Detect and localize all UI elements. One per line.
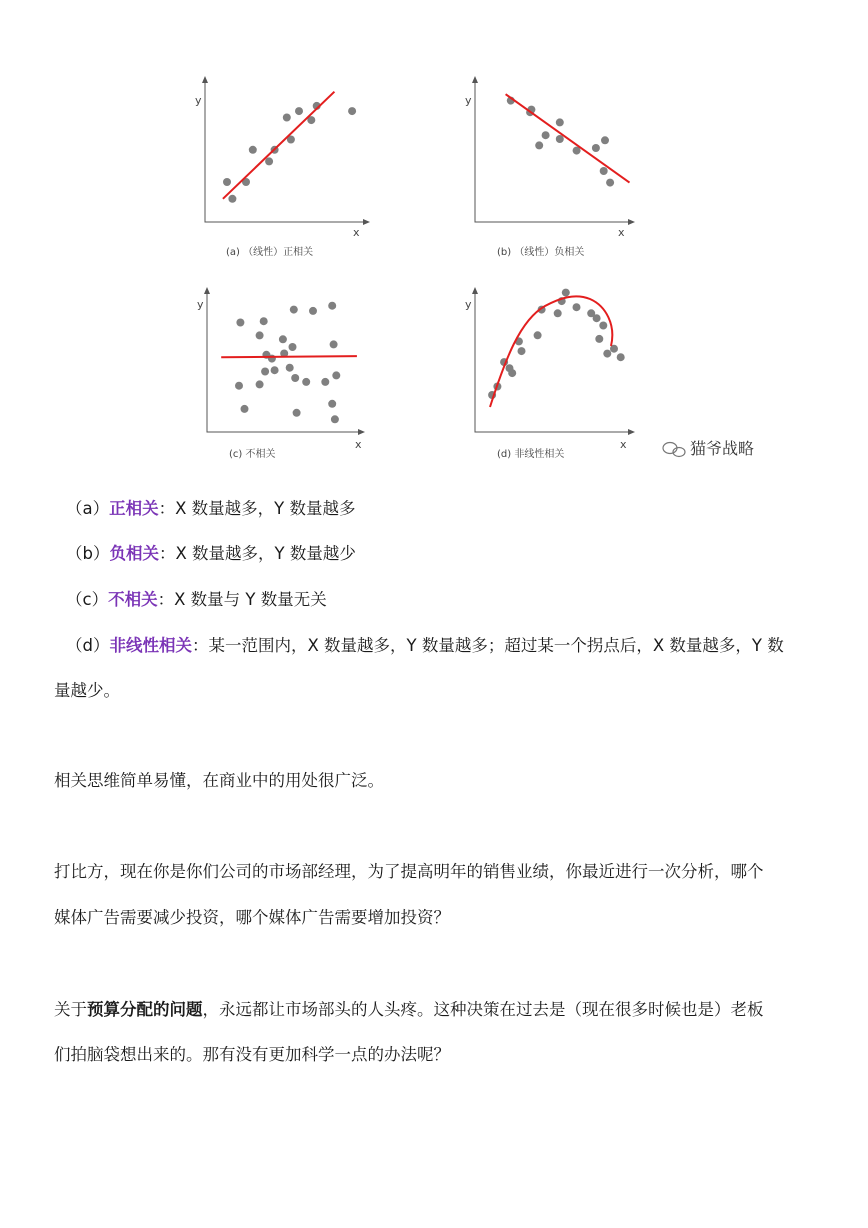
- item-d-rest: ：某一范围内，X 数量越多，Y 数量越多；超过某一个拐点后，X 数量越多，Y 数: [191, 636, 784, 655]
- panel-d-point-14: [593, 314, 601, 322]
- panel-a-point-11: [348, 107, 356, 115]
- item-c-prefix: （c）: [66, 590, 109, 609]
- panel-d-point-15: [595, 335, 603, 343]
- panel-c-point-9: [268, 355, 276, 363]
- paragraph-3-line-1: [54, 998, 764, 1022]
- panel-b-point-4: [542, 131, 550, 139]
- panel-d-point-12: [573, 303, 581, 311]
- panel-c-x-arrow: [358, 429, 365, 435]
- panel-b-point-8: [592, 144, 600, 152]
- item-c-term: 不相关: [108, 590, 158, 609]
- panel-a-point-8: [295, 107, 303, 115]
- panel-c-ylabel: y: [197, 298, 204, 311]
- panel-b-caption: (b) （线性）负相关: [497, 247, 585, 258]
- panel-c-point-17: [321, 378, 329, 386]
- panel-a-point-1: [228, 195, 236, 203]
- paragraph-3-bold: 预算分配的问题: [87, 1000, 203, 1019]
- panel-d-point-6: [518, 347, 526, 355]
- panel-d-point-9: [554, 309, 562, 317]
- item-c-rest: ：X 数量与 Y 数量无关: [157, 590, 327, 609]
- panel-c-xlabel: x: [355, 438, 362, 451]
- panel-d-caption: (d) 非线性相关: [497, 449, 565, 460]
- panel-a-y-arrow: [202, 76, 208, 83]
- panel-b: [465, 76, 635, 258]
- panel-b-point-5: [556, 135, 564, 143]
- item-d-term: 非线性相关: [109, 636, 192, 655]
- panel-c-point-19: [235, 382, 243, 390]
- panel-d-plot: [488, 289, 625, 399]
- panel-a-point-3: [249, 146, 257, 154]
- panel-a-trend-line: [223, 92, 335, 199]
- panel-c-point-3: [309, 307, 317, 315]
- panel-c-point-20: [256, 380, 264, 388]
- paragraph-2-line-2: 媒体广告需要减少投资，哪个媒体广告需要增加投资？: [54, 908, 450, 927]
- panel-a-x-arrow: [363, 219, 370, 225]
- item-c: [66, 588, 327, 612]
- panel-d: [465, 287, 635, 460]
- panel-b-xlabel: x: [618, 226, 625, 239]
- panel-b-point-9: [601, 136, 609, 144]
- paragraph-3-rest: ，永远都让市场部头的人头疼。这种决策在过去是（现在很多时候也是）老板: [202, 1000, 764, 1019]
- item-d: [66, 634, 784, 658]
- panel-a-ylabel: y: [195, 94, 202, 107]
- panel-c-point-4: [328, 302, 336, 310]
- panel-c-point-12: [271, 366, 279, 374]
- item-b-prefix: （b）: [66, 544, 110, 563]
- paragraph-2-line-1: 打比方，现在你是你们公司的市场部经理，为了提高明年的销售业绩，你最近进行一次分析，哪个: [54, 862, 764, 881]
- panel-c-trend-line: [221, 356, 357, 357]
- panel-a-point-0: [223, 178, 231, 186]
- panel-b-point-6: [556, 118, 564, 126]
- panel-b-point-10: [600, 167, 608, 175]
- panel-c-y-arrow: [204, 287, 210, 294]
- item-b-rest: ：X 数量越多，Y 数量越少: [158, 544, 356, 563]
- item-a: [66, 497, 356, 521]
- panel-c-point-15: [291, 374, 299, 382]
- panel-d-xlabel: x: [620, 438, 627, 451]
- panel-a-plot: [223, 92, 356, 203]
- panel-c: [197, 287, 365, 460]
- panel-a-point-6: [283, 114, 291, 122]
- correlation-figure: [0, 0, 868, 470]
- panel-b-ylabel: y: [465, 94, 472, 107]
- paragraph-3-prefix: 关于: [54, 1000, 87, 1019]
- panel-d-y-arrow: [472, 287, 478, 294]
- panel-c-point-0: [236, 319, 244, 327]
- panel-c-point-14: [286, 364, 294, 372]
- panel-a-point-4: [265, 157, 273, 165]
- panel-c-point-24: [331, 415, 339, 423]
- wechat-icon: [663, 443, 685, 457]
- panel-c-point-1: [260, 317, 268, 325]
- panel-c-point-11: [289, 343, 297, 351]
- panel-a-xlabel: x: [353, 226, 360, 239]
- panel-c-caption: (c) 不相关: [229, 449, 276, 460]
- panel-d-point-11: [562, 289, 570, 297]
- item-b-term: 负相关: [109, 544, 159, 563]
- panel-b-trend-line: [506, 94, 630, 182]
- panel-a-axes: [205, 82, 365, 222]
- panel-c-axes: [207, 293, 360, 432]
- panel-c-point-16: [302, 378, 310, 386]
- item-a-term: 正相关: [109, 499, 159, 518]
- item-a-rest: ：X 数量越多，Y 数量越多: [158, 499, 356, 518]
- panel-c-point-13: [261, 368, 269, 376]
- panel-b-point-3: [535, 141, 543, 149]
- panel-c-point-6: [279, 335, 287, 343]
- watermark: [663, 439, 754, 458]
- panel-c-point-21: [241, 405, 249, 413]
- panel-c-point-7: [330, 340, 338, 348]
- panel-a: [195, 76, 370, 258]
- panel-c-point-22: [293, 409, 301, 417]
- panel-a-caption: (a) （线性）正相关: [226, 247, 314, 258]
- panel-d-point-4: [508, 369, 516, 377]
- panel-d-point-16: [603, 350, 611, 358]
- panel-b-point-11: [606, 179, 614, 187]
- paragraph-3-line-2: 们拍脑袋想出来的。那有没有更加科学一点的办法呢？: [54, 1045, 450, 1064]
- item-b: [66, 542, 356, 566]
- item-d-prefix: （d）: [66, 636, 110, 655]
- panel-c-point-2: [290, 306, 298, 314]
- panel-b-x-arrow: [628, 219, 635, 225]
- panel-b-axes: [475, 82, 630, 222]
- panel-d-point-18: [617, 353, 625, 361]
- panel-c-point-23: [328, 400, 336, 408]
- panel-b-y-arrow: [472, 76, 478, 83]
- item-a-prefix: （a）: [66, 499, 110, 518]
- panel-d-x-arrow: [628, 429, 635, 435]
- item-d-continuation: 量越少。: [54, 681, 120, 700]
- panel-d-ylabel: y: [465, 298, 472, 311]
- paragraph-1: 相关思维简单易懂，在商业中的用处很广泛。: [54, 771, 384, 790]
- watermark-text: 猫爷战略: [690, 439, 755, 458]
- panel-c-point-18: [332, 371, 340, 379]
- panel-d-point-19: [599, 322, 607, 330]
- panel-c-point-5: [256, 331, 264, 339]
- panel-c-plot: [221, 302, 357, 424]
- panel-d-point-7: [534, 331, 542, 339]
- panel-b-plot: [506, 94, 630, 186]
